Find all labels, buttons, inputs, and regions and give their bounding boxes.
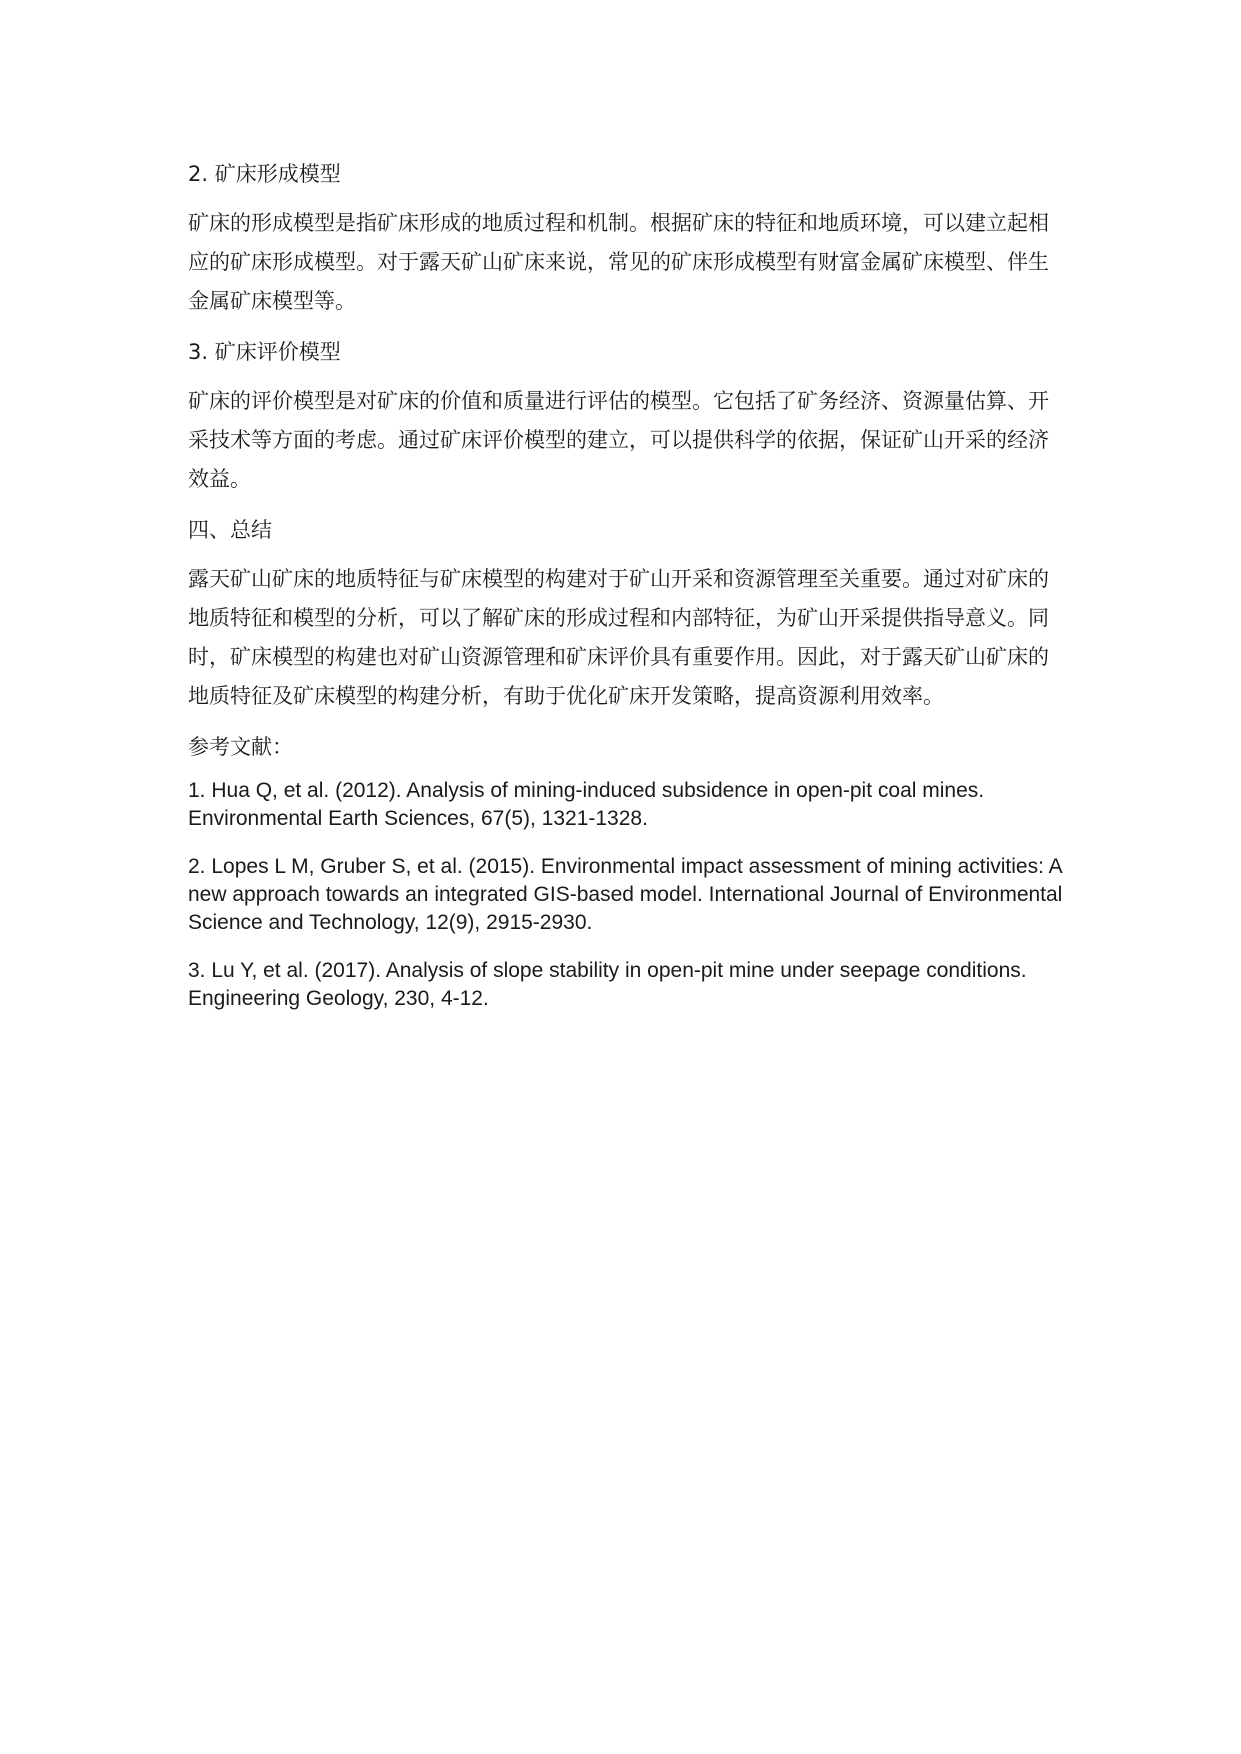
section-heading-formation-model: 2. 矿床形成模型: [188, 162, 341, 186]
references-heading: 参考文献：: [188, 735, 293, 759]
section-heading-evaluation-model: 3. 矿床评价模型: [188, 340, 341, 364]
reference-item: 1. Hua Q, et al. (2012). Analysis of mining-induced subsidence in open-pit coal mines. Environmental Earth Sciences, 67(5), 1321-1328.: [188, 779, 985, 830]
reference-item: 2. Lopes L M, Gruber S, et al. (2015). Environmental impact assessment of mining activities: A new approach towards an integrated GIS-based model. International Journal of Environmental Science and Technology, 12(9), 2915-2930.: [188, 855, 1063, 934]
document-page: [188, 154, 1068, 1033]
section-paragraph-evaluation-model: 矿床的评价模型是对矿床的价值和质量进行评估的模型。它包括了矿务经济、资源量估算、开采技术等方面的考虑。通过矿床评价模型的建立，可以提供科学的依据，保证矿山开采的经济效益。: [188, 389, 1049, 491]
section-heading-summary: 四、总结: [188, 518, 272, 542]
section-paragraph-formation-model: 矿床的形成模型是指矿床形成的地质过程和机制。根据矿床的特征和地质环境，可以建立起相应的矿床形成模型。对于露天矿山矿床来说，常见的矿床形成模型有财富金属矿床模型、伴生金属矿床模型等。: [188, 211, 1049, 313]
reference-item: 3. Lu Y, et al. (2017). Analysis of slope stability in open-pit mine under seepage conditions. Engineering Geology, 230, 4-12.: [188, 959, 1027, 1010]
section-paragraph-summary: 露天矿山矿床的地质特征与矿床模型的构建对于矿山开采和资源管理至关重要。通过对矿床的地质特征和模型的分析，可以了解矿床的形成过程和内部特征，为矿山开采提供指导意义。同时，矿床模型的构建也对矿山资源管理和矿床评价具有重要作用。因此，对于露天矿山矿床的地质特征及矿床模型的构建分析，有助于优化矿床开发策略，提高资源利用效率。: [188, 567, 1049, 708]
